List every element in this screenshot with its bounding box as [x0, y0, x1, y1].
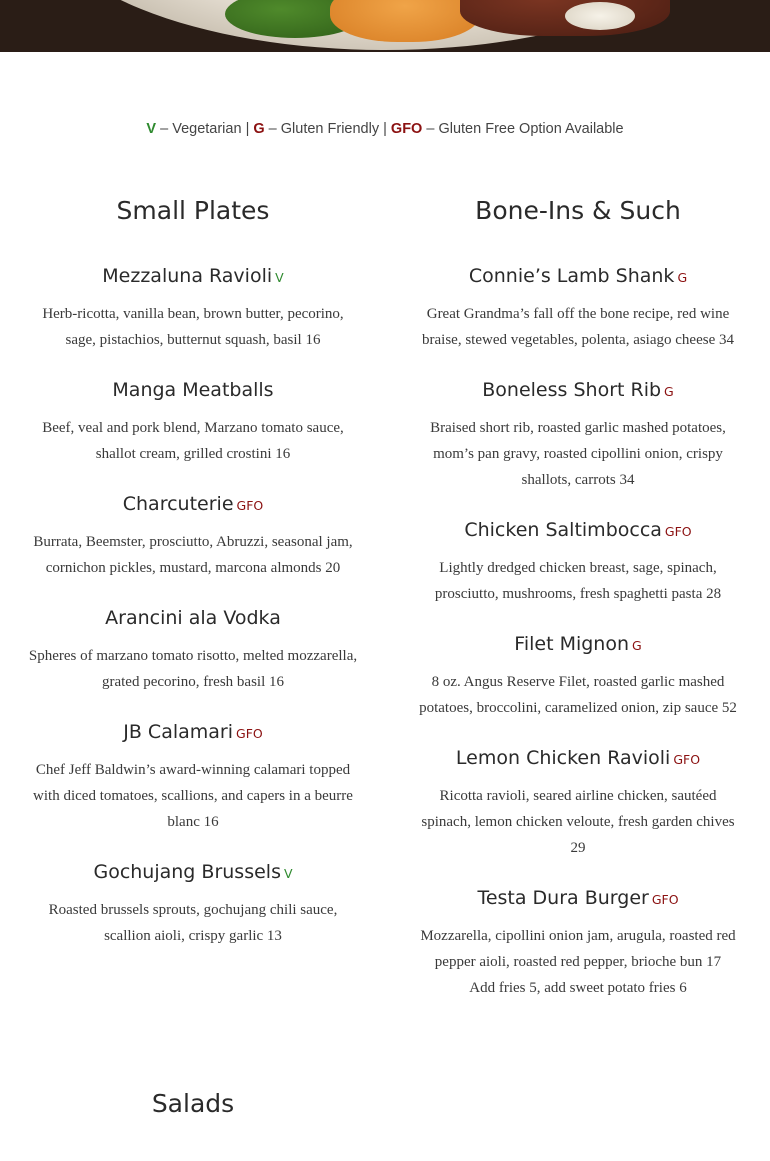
menu-item	[28, 490, 358, 581]
item-description: Herb-ricotta, vanilla bean, brown butter, pecorino, sage, pistachios, butternut squash, basil 16	[42, 306, 344, 348]
dietary-tag: V	[275, 270, 284, 285]
item-name: JB Calamari GFO	[123, 721, 263, 743]
item-description: 8 oz. Angus Reserve Filet, roasted garlic mashed potatoes, broccolini, caramelized onion, zip sauce 52	[419, 674, 737, 716]
dietary-tag: GFO	[673, 752, 701, 767]
item-name: Charcuterie GFO	[122, 493, 264, 515]
item-description: Lightly dredged chicken breast, sage, spinach, prosciutto, mushrooms, fresh spaghetti pasta 28	[434, 560, 722, 602]
item-name: Manga Meatballs	[112, 379, 274, 401]
item-description: Roasted brussels sprouts, gochujang chili sauce, scallion aioli, crispy garlic 13	[48, 902, 338, 944]
item-addon-note: Add fries 5, add sweet potato fries 6	[469, 980, 687, 996]
legend-v-text: – Vegetarian |	[156, 121, 254, 137]
dietary-tag: GFO	[236, 498, 264, 513]
menu-item	[413, 262, 743, 353]
section-title-small-plates: Small Plates	[116, 196, 270, 225]
section-title-salads: Salads	[151, 1089, 235, 1118]
dietary-tag: GFO	[651, 892, 679, 907]
item-name: Connie’s Lamb Shank G	[468, 265, 688, 287]
dietary-tag: GFO	[236, 726, 263, 741]
item-name: Filet Mignon G	[514, 633, 642, 655]
item-description: Beef, veal and pork blend, Marzano tomato sauce, shallot cream, grilled crostini 16	[42, 420, 344, 462]
section-title-bone-ins: Bone-Ins & Such	[475, 196, 681, 225]
menu-item	[28, 858, 358, 949]
dietary-tag: G	[664, 384, 674, 399]
menu-item	[413, 744, 743, 861]
menu-item	[28, 376, 358, 467]
item-description: Great Grandma’s fall off the bone recipe, red wine braise, stewed vegetables, polenta, asiago cheese 34	[422, 306, 734, 348]
menu-item	[28, 262, 358, 353]
menu-item	[28, 718, 358, 835]
legend-g-text: – Gluten Friendly |	[264, 121, 391, 137]
menu-item	[413, 516, 743, 607]
legend-g: G	[253, 121, 265, 137]
item-description: Spheres of marzano tomato risotto, melted mozzarella, grated pecorino, fresh basil 16	[28, 648, 358, 690]
item-name: Arancini ala Vodka	[105, 607, 281, 629]
dietary-tag: G	[677, 270, 688, 285]
item-name: Gochujang Brussels V	[93, 861, 293, 883]
item-description: Burrata, Beemster, prosciutto, Abruzzi, seasonal jam, cornichon pickles, mustard, marcona almonds 20	[33, 534, 353, 576]
item-description: Ricotta ravioli, seared airline chicken, sautéed spinach, lemon chicken veloute, fresh garden chives 29	[421, 788, 735, 856]
item-description: Braised short rib, roasted garlic mashed potatoes, mom’s pan gravy, roasted cipollini onion, crispy shallots, carrots 34	[430, 420, 726, 488]
item-name: Testa Dura Burger GFO	[477, 887, 679, 909]
legend-v: V	[146, 121, 157, 137]
salads-section	[28, 1086, 358, 1122]
item-name: Boneless Short Rib G	[482, 379, 674, 401]
menu-item	[413, 884, 743, 1001]
bone-ins-column	[413, 193, 743, 1001]
dietary-legend	[0, 119, 770, 139]
legend-gfo-text: – Gluten Free Option Available	[422, 121, 624, 137]
item-name: Chicken Saltimbocca GFO	[464, 519, 692, 541]
menu-item	[28, 604, 358, 695]
menu-item	[413, 630, 743, 721]
item-name: Lemon Chicken Ravioli GFO	[455, 747, 701, 769]
item-description: Chef Jeff Baldwin’s award-winning calamari topped with diced tomatoes, scallions, and capers in a beurre blanc 16	[33, 762, 353, 830]
hero-food-image	[0, 0, 770, 52]
dietary-tag: GFO	[664, 524, 692, 539]
legend-gfo: GFO	[390, 121, 423, 137]
menu-item	[413, 376, 743, 493]
dietary-tag: V	[283, 866, 293, 881]
small-plates-column	[28, 193, 358, 949]
dietary-tag: G	[632, 638, 642, 653]
item-description: Mozzarella, cipollini onion jam, arugula, roasted red pepper aioli, roasted red pepper, brioche bun 17	[420, 928, 736, 970]
item-name: Mezzaluna Ravioli V	[102, 265, 284, 287]
